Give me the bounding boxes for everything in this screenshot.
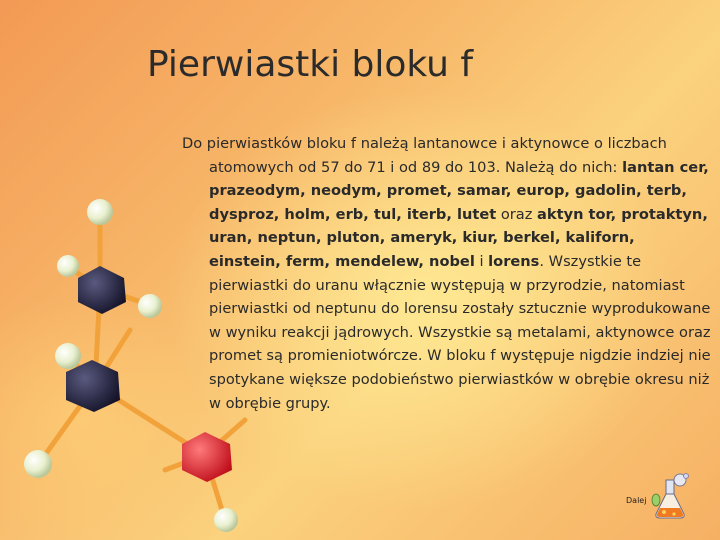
white-atom xyxy=(24,450,52,478)
slide-body-text xyxy=(182,132,711,415)
actinides-list: aktyn tor, protaktyn, uran, neptun, pluton, ameryk, kiur, berkel, kaliforn, einstein, ferm, mendelew, nobel xyxy=(209,205,708,270)
white-atom xyxy=(138,294,162,318)
actinide-lorens: lorens xyxy=(488,252,540,270)
body-conclusion: . Wszystkie te pierwiastki do uranu włącznie występują w przyrodzie, natomiast pierwiastki od neptunu do lorensu zostały sztucznie wyprodukowane w wyniku reakcji jądrowych. Wszystkie są metalami, aktynowce oraz promet są promieniotwórcze. W bloku f występuje nigdzie indziej nie spotykane większe podobieństwo pierwiastków w obrębie okresu niż w obrębie grupy. xyxy=(209,252,711,412)
body-intro: Do pierwiastków bloku f należą lantanowce i aktynowce o liczbach atomowych od 57 do 71 i od 89 do 103. Należą do nich: xyxy=(182,135,667,176)
white-atom xyxy=(214,508,238,532)
white-atom xyxy=(57,255,79,277)
white-atom xyxy=(87,199,113,225)
dark-atom xyxy=(78,266,126,314)
body-i: i xyxy=(474,252,489,270)
next-slide-link[interactable]: Dalej xyxy=(626,496,647,505)
slide-title: Pierwiastki bloku f xyxy=(147,44,474,85)
dark-atom xyxy=(66,360,120,412)
chemistry-flask-icon[interactable] xyxy=(650,472,692,520)
white-atom xyxy=(55,343,81,369)
lanthanides-list: lantan cer, prazeodym, neodym, promet, samar, europ, gadolin, terb, dysproz, holm, erb, tul, iterb, lutet xyxy=(209,158,709,223)
body-oraz: oraz xyxy=(496,205,538,223)
